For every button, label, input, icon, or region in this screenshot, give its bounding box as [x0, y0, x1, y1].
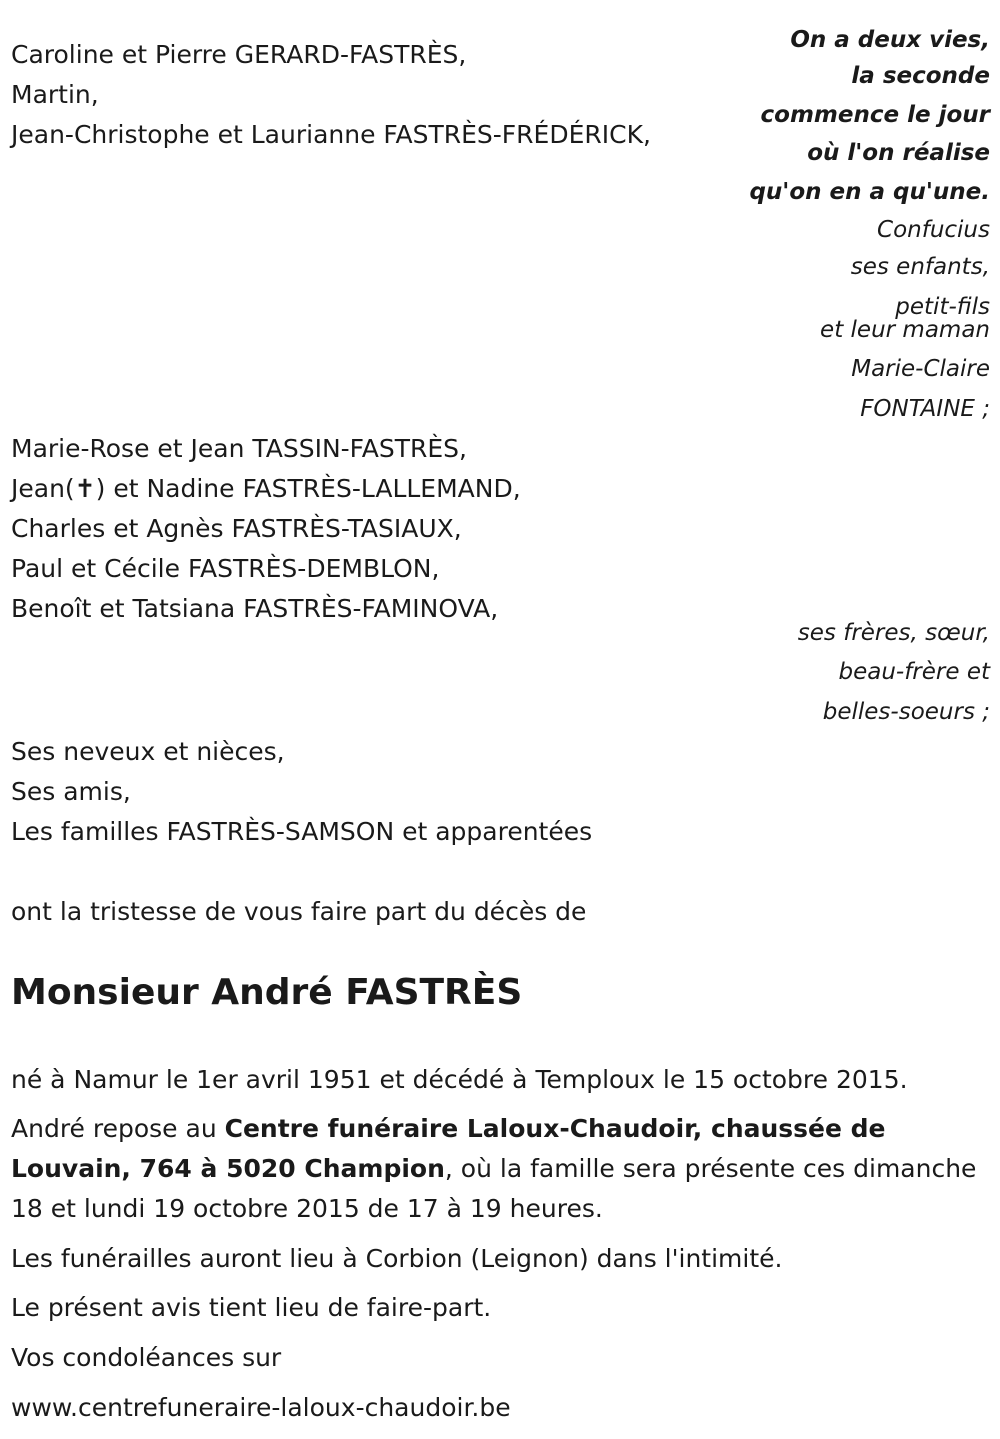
family-line: Marie-Rose et Jean TASSIN-FASTRÈS,: [11, 434, 467, 463]
relation-line: FONTAINE ;: [860, 396, 990, 422]
quote-line: commence le jour: [760, 102, 990, 128]
relation-line: ses enfants,: [850, 254, 990, 280]
relation-line: belles-soeurs ;: [822, 699, 990, 725]
family-line: Ses amis,: [11, 777, 131, 806]
family-line: Benoît et Tatsiana FASTRÈS-FAMINOVA,: [11, 594, 499, 623]
repose-suffix: , où la famille sera présente ces dimanche 18 et lundi 19 octobre 2015 de 17 à 19 heures.: [11, 1154, 977, 1223]
quote-author: Confucius: [877, 217, 990, 243]
birth-death: né à Namur le 1er avril 1951 et décédé à Temploux le 15 octobre 2015.: [11, 1065, 908, 1094]
deceased-name: Monsieur André FASTRÈS: [11, 972, 523, 1013]
family-line: Ses neveux et nièces,: [11, 737, 285, 766]
family-line: Charles et Agnès FASTRÈS-TASIAUX,: [11, 514, 462, 543]
relation-line: et leur maman: [820, 317, 990, 343]
family-line: Paul et Cécile FASTRÈS-DEMBLON,: [11, 554, 440, 583]
relation-line: beau-frère et: [838, 659, 990, 685]
announcement: ont la tristesse de vous faire part du décès de: [11, 897, 587, 926]
funeral-info: Les funérailles auront lieu à Corbion (Leignon) dans l'intimité.: [11, 1244, 783, 1273]
family-line: Jean-Christophe et Laurianne FASTRÈS-FRÉDÉRICK,: [11, 120, 651, 149]
quote-line: On a deux vies,: [790, 27, 990, 53]
quote-line: où l'on réalise: [807, 140, 990, 166]
quote-line: qu'on en a qu'une.: [749, 179, 990, 205]
quote-line: la seconde: [851, 63, 990, 89]
notice: Le présent avis tient lieu de faire-part.: [11, 1293, 492, 1322]
website-link[interactable]: www.centrefuneraire-laloux-chaudoir.be: [11, 1393, 511, 1422]
relation-line: ses frères, sœur,: [797, 620, 990, 646]
relation-line: Marie-Claire: [851, 356, 990, 382]
repose-location: Centre funéraire Laloux-Chaudoir, chaussée de Louvain, 764 à 5020 Champion: [11, 1114, 886, 1183]
condolences-label: Vos condoléances sur: [11, 1343, 282, 1372]
family-line: Caroline et Pierre GERARD-FASTRÈS,: [11, 40, 467, 69]
repose-prefix: André repose au: [11, 1114, 225, 1143]
relation-line: petit-fils: [895, 294, 990, 320]
repose-paragraph: [11, 1109, 996, 1229]
family-line: Martin,: [11, 80, 99, 109]
family-line: Les familles FASTRÈS-SAMSON et apparentées: [11, 817, 593, 846]
family-line: Jean(✝) et Nadine FASTRÈS-LALLEMAND,: [11, 474, 521, 503]
